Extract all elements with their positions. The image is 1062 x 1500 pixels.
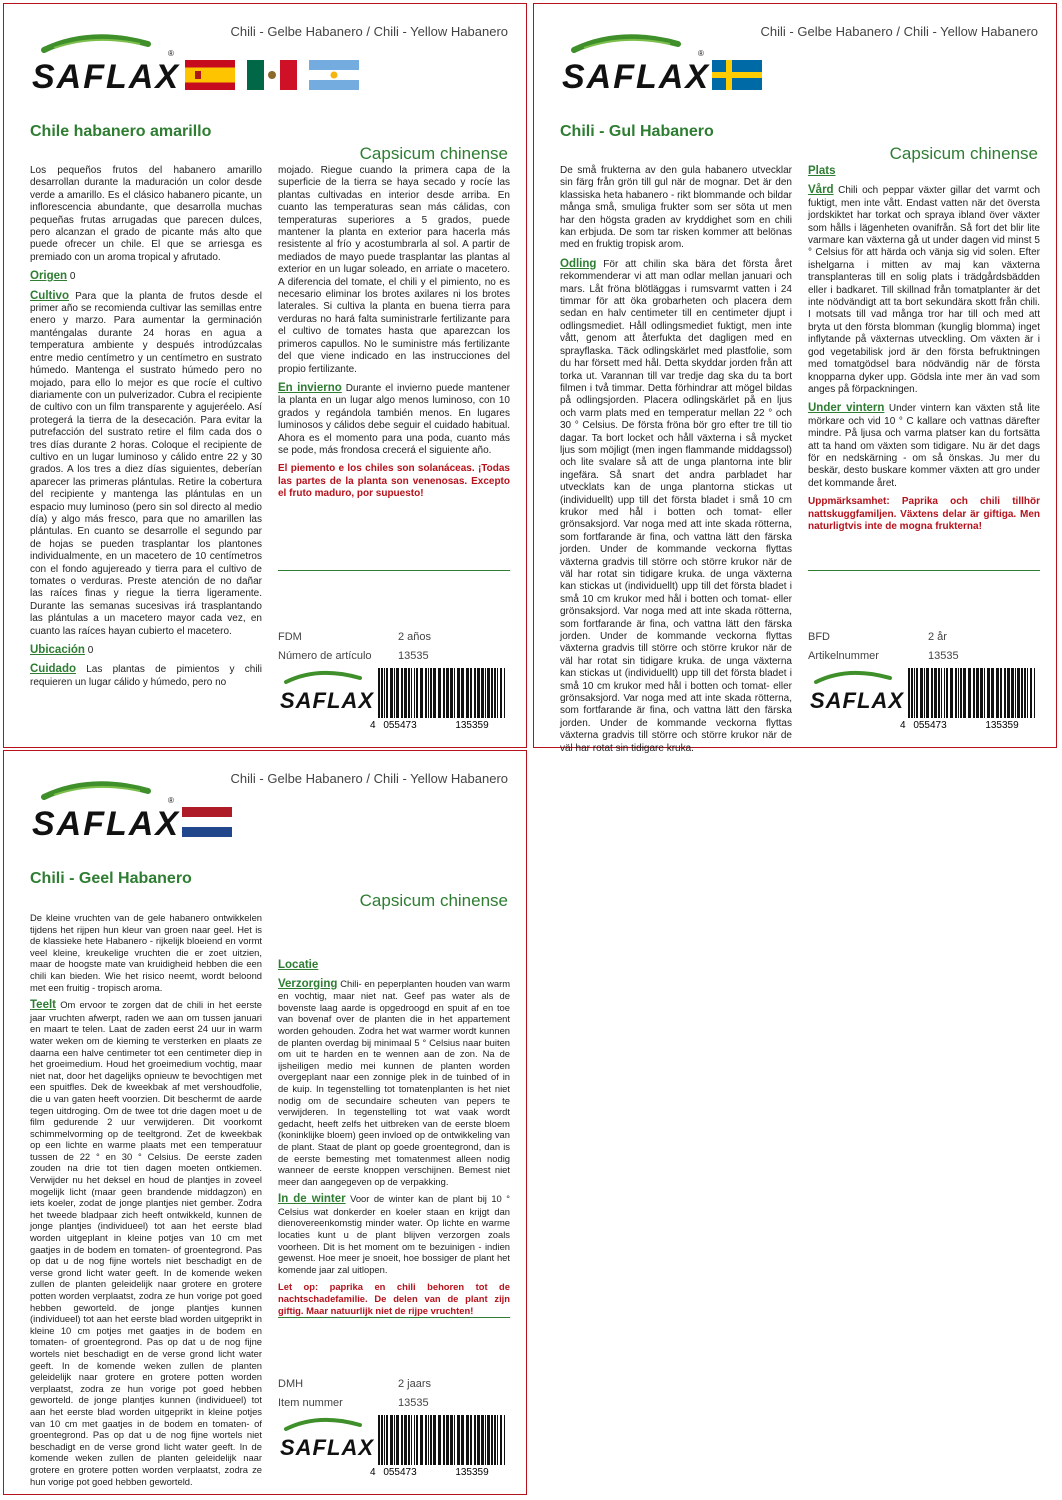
svg-text:SAFLAX: SAFLAX xyxy=(562,58,710,96)
intro-text: Los pequeños frutos del habanero amarillo desarrollan durante la maduración un color desde verde a amarillo. Es el clásico habanero picante, un inflorescencia abundante, que desarrolla muchas pequeñas frutas arrugadas que parecen dulces, pero alcanzan el grado de picante más alto que puede ofrecer un chile. El que se arriesga es premiado con un aroma tropical y afrutado. xyxy=(30,165,262,263)
barcode-bar xyxy=(438,668,441,718)
svg-text:SAFLAX: SAFLAX xyxy=(280,688,374,713)
section-label: Teelt xyxy=(30,999,56,1012)
meta-label: FDM xyxy=(278,631,302,643)
warning-text: Let op: paprika en chili behoren tot de nachtschadefamilie. De delen van de plant zijn giftig. Maar natuurlijk niet de rijpe vruchten! xyxy=(278,1281,510,1316)
species-name: Capsicum chinense xyxy=(889,144,1038,163)
barcode-bar xyxy=(1017,668,1020,718)
barcode-bar xyxy=(996,668,999,718)
barcode-bar xyxy=(494,1415,496,1465)
barcode-bar xyxy=(991,668,994,718)
species-name: Capsicum chinense xyxy=(359,891,508,910)
section-teelt xyxy=(30,999,262,1487)
section-value: 0 xyxy=(69,271,76,283)
section-label: Locatie xyxy=(278,959,319,971)
section-verzorging xyxy=(278,978,510,1188)
barcode-bar xyxy=(1034,668,1035,718)
barcode-bar xyxy=(433,668,436,718)
barcode xyxy=(370,1413,510,1477)
section-label: Ubicación xyxy=(30,644,85,657)
meta-value: 2 jaars xyxy=(398,1378,432,1390)
section-text: Chili och peppar växter gillar det varmt och fuktigt, men inte vått. Endast vatten när det översta jordskiktet har torkat och spraya ibland över växter som hålls i lägenheten ovanifrån. Så fort det blir lite varmare kan växterna gå ut under dagen vid minst 5 ° Celsius för att härda och vänja sig vid solen. Efter ishelgarna i mitten av maj kan växterna transplanteras till en solig plats i trädgårdsbädden eller i badkaret. Till skillnad från tomatplanter är det inte nödvändigt att ta bort sekundära skott från chili. I motsats till vad många tror har till och med att bryta ut den första blomman (kunglig blomma) inget inflytande på växternas utveckling. Om växten är i god vegetabilisk jord är den första befruktningen med tomatgödsel bara nödvändig när de första knopparna dyker upp. Gödsla inte mer än vad som anges på förpackningen. xyxy=(808,185,1041,395)
meta-label: Número de artículo xyxy=(278,650,372,662)
barcode-bar xyxy=(420,668,423,718)
section-label: Plats xyxy=(808,165,836,177)
right-column xyxy=(278,165,510,507)
barcode-bar xyxy=(980,668,983,718)
barcode-bar xyxy=(446,668,449,718)
netherlands-flag-icon xyxy=(182,807,232,837)
barcode-bar xyxy=(497,668,498,718)
section-vinter xyxy=(808,402,1040,490)
header-text: Chili - Gelbe Habanero / Chili - Yellow Habanero xyxy=(230,771,508,786)
warning-text: Uppmärksamhet: Paprika och chili tillhör nattskuggfamiljen. Växtens delar är giftiga. Men naturligtvis inte de mogna frukterna! xyxy=(808,496,1040,532)
left-column xyxy=(30,165,262,695)
barcode-bar xyxy=(378,1415,380,1465)
divider xyxy=(278,570,510,571)
barcode-bar xyxy=(984,668,985,718)
right-column xyxy=(808,165,1040,539)
barcode-bar xyxy=(443,668,445,718)
barcode-bar xyxy=(1027,668,1028,718)
barcode-bar xyxy=(381,1415,383,1465)
barcode-bar xyxy=(944,668,945,718)
section-text: För att chilin ska bära det första året rekommenderar vi att man odlar mellan januari och mars. Låt fröna blötläggas i rumsvarmt vatten i 24 timmar för att öka grobarheten och placera dem sedan en halv centimeter till en centimeter djupt i odlingsmediet. Håll odlingsmediet fuktigt, men inte vått, genom att återfukta det dagligen med en sprayflaska. Täck odlingskärlet med plastfolie, som du har försett med hål. Detta skyddar jorden från att torka ut. Varannan till var tredje dag ska du ta bort filmen i två timmar. Detta förhindrar att mögel bildas på odlingsjorden. Placera odlingskärlet på en ljus och varm plats med en temperatur mellan 22 ° och 30 ° Celsius. De första fröna bör gro efter tre till tio dagar. Ta bort locket och håll växterna i så mycket ljus som möjligt (men ingen flammande middagssol) och lite svalare så att de unga plantorna inte blir ingefära. Så snart det andra parbladet har utvecklats kan de unga plantorna stickas ut (individuellt) upp till det första bladet i små 10 cm krukor med hål i botten och tomat- eller grönsaksjord. Var noga med att inte skada rötterna, som fortfarande är fina, och vattna lätt den färska jorden. Under de kommande veckorna flyttas växterna gradvis till större och större krukor när de väl har rotat sin tidigare kruka. de unga växterna kan stickas ut (individuellt) upp till det första bladet i små 10 cm krukor med hål i botten och tomat- eller grönsaksjord. Var noga med att inte skada rötterna, som fortfarande är fina, och vattna lätt den färska jorden. Under de kommande veckorna flyttas växterna gradvis till större och större krukor när de väl har rotat sin tidigare kruka. de unga växterna kan stickas ut (individuellt) upp till det första bladet i små 10 cm krukor med hål i botten och tomat- eller grönsaksjord. Var noga med att inte skada rötterna, som fortfarande är fina, och vattna lätt den färska jorden. Under de kommande veckorna flyttas växterna gradvis till större och större krukor när de väl har rotat sin tidigare kruka. xyxy=(560,258,792,754)
panel-es xyxy=(3,3,527,748)
continued-text: mojado. Riegue cuando la primera capa de la superficie de la tierra se haya secado y rocíe las plantas cultivadas en interior desde arriba. En cuanto las temperaturas sean más cálidas, con temperaturas superiores a 5 grados, puede mantener la planta en exterior para hacerla más resistente al frío y acostumbrarla al sol. A partir de mediados de mayo puede trasplantar las plantas al exterior en un lugar soleado, en arriate o macetero. A diferencia del tomate, el chili y el pimiento, no es necesario eliminar los brotes axilares ni los brotes laterales. Si cultiva la planta en buena tierra para verduras no hará falta suministrarle fertilizante para el cultivo de tomates hasta que aparezcan los primeros capullos. No le suministre más fertilizante del que viene indicado en las instrucciones del propio fertilizante. xyxy=(278,165,510,375)
barcode-bar xyxy=(1000,668,1002,718)
barcode-bar xyxy=(500,668,502,718)
barcode-bar xyxy=(454,668,455,718)
saflax-small-logo xyxy=(278,664,378,714)
barcode-digits: 055473 xyxy=(383,1467,417,1478)
barcode-bar xyxy=(457,1415,460,1465)
barcode-bar xyxy=(411,668,412,718)
section-text: Chili- en peperplanten houden van warm en vochtig, maar niet nat. Geef pas water als de bovenste laag aarde is opgedroogd en spuit af en toe van bovenaf over de planten die in het appartement worden gehouden. Zodra het wat warmer wordt kunnen de planten overdag bij minimaal 5 ° Celsius naar buiten om uit te harden en te wennen aan de zon. Na de ijsheiligen medio mei kunnen de planten worden overgeplant naar een zonnige plek in de tuinbed of in de kuip. In tegenstelling tot tomatenplanten is het niet nodig om de secundaire scheuten van pepers te verwijderen. In tegenstelling tot wat vaak wordt gedacht, heeft zelfs het uitbreken van de eerste bloem (koninklijke bloem) geen invloed op de ontwikkeling van de plant. Staat de plant op goede groentegrond, dan is de eerste bemesting met tomatenmest alleen nodig wanneer de eerste knoppen verschijnen. Bemest niet meer dan aangegeven op de verpakking. xyxy=(278,977,511,1187)
barcode xyxy=(900,666,1040,730)
barcode-bar xyxy=(497,1415,498,1465)
barcode-bar xyxy=(408,668,410,718)
barcode-bar xyxy=(428,1415,429,1465)
svg-text:®: ® xyxy=(698,49,704,58)
barcode-digits: 4 xyxy=(370,1467,376,1478)
sweden-flag-icon xyxy=(712,60,762,90)
barcode-bar xyxy=(450,668,453,718)
barcode-bar xyxy=(481,668,484,718)
section-text: Om ervoor te zorgen dat de chili in het eerste jaar vruchten afwerpt, raden we aan om tussen januari en maart te telen. Laat de zaden eerst 24 uur in warm water weken om de kieming te versterken en plaats ze daarna een halve centimeter tot een centimeter diep in het groeimedium. Houd het groeimedium vochtig, maar niet nat, door het dagelijks opnieuw te bevochtigen met een spuitfles. Dek de kweekbak af met vershoudfolie, die u van gaten heeft voorzien. Dit beschermt de aarde tegen uitdroging. Om de twee tot drie dagen moet u de film gedurende 2 uur verwijderen. Dit voorkomt schimmelvorming op de teeltgrond. Zet de kweekbak op een lichte en warme plaats met een temperatuur tussen de 22 ° en 30 ° Celsius. De eerste zaden zouden na drie tot tien dagen moeten ontkiemen. Verwijder nu het deksel en houd de plantjes in zoveel mogelijk licht (maar geen brandende middagzon) en iets koeler, zodat de jonge plantjes niet gember. Zodra het tweede bladpaar zich heeft ontwikkeld, kunnen de jonge plantjes (individueel) tot aan het eerste blad worden uitgeplant in kleine potjes van 10 cm met gaatjes in de bodem en tomaten- of groentegrond. Pas op dat u de nog fijne wortels niet beschadigt en de verse grond licht water geeft. In de komende weken zullen de planten geleidelijk naar grotere en grotere potten worden verplaatst, zodra ze hun vorige pot goed hebben geworteld. de jonge plantjes kunnen (individueel) tot aan het eerste blad worden uitgeprikt in kleine 10 cm potjes met gaatjes in de bodem en tomaten- of groentegrond. Pas op dat u de nog fijne wortels niet beschadigt en de verse grond licht water geeft. In de komende weken zullen de planten geleidelijk naar grotere en grotere potten worden verplaatst, zodra ze hun vorige pot goed hebben geworteld. de jonge plantjes kunnen (individueel) tot aan het eerste blad worden uitgeprikt in kleine potjes van 10 cm met gaatjes in de bodem en tomaten- of groentegrond. Pas op dat u de nog fijne wortels niet beschadigt en de verse grond licht water geeft. In de komende weken zullen de planten geleidelijk naar grotere en grotere potten worden verplaatst, zodra ze hun vorige pot goed hebben geworteld. xyxy=(30,999,262,1487)
barcode-bar xyxy=(485,668,486,718)
barcode-bar xyxy=(470,668,472,718)
section-label: Under vintern xyxy=(808,402,885,415)
barcode-bar xyxy=(430,668,432,718)
header-text: Chili - Gelbe Habanero / Chili - Yellow Habanero xyxy=(760,24,1038,39)
section-text: Voor de winter kan de plant bij 10 ° Celsius wat donkerder en koeler staan en krijgt dan dienovereenkomstig minder water. Op lichte en warme locaties kunt u de plant blijven verzorgen zoals voorheen. Dit is het moment om te bezuinigen - indien gewenst. Hoe meer je snoeit, hoe bossiger de plant het komende jaar zal uitlopen. xyxy=(278,1193,510,1275)
barcode-bar xyxy=(968,668,971,718)
section-ubicacion xyxy=(30,644,262,657)
barcode-bar xyxy=(487,1415,490,1465)
intro-text: De kleine vruchten van de gele habanero ontwikkelen tijdens het rijpen hun kleur van groen naar geel. Het is de klassieke hete Habanero - rijkelijk bloeiend en vormt veel kleine, kreukelige vruchten die er zoet uitzien, maar de hoogste mate van kruidigheid hebben die een chili kan bieden. Wie het risico neemt, wordt beloond met een fruitig - tropisch aroma. xyxy=(30,912,262,993)
barcode-bar xyxy=(955,668,957,718)
svg-text:SAFLAX: SAFLAX xyxy=(32,58,180,96)
section-winter xyxy=(278,1193,510,1275)
section-origin xyxy=(30,270,262,283)
svg-text:SAFLAX: SAFLAX xyxy=(810,688,904,713)
barcode-bar xyxy=(404,1415,407,1465)
barcode-bar xyxy=(946,668,948,718)
barcode-bar xyxy=(396,668,399,718)
argentina-flag-icon xyxy=(309,60,359,90)
barcode-bar xyxy=(384,668,385,718)
barcode-bar xyxy=(394,1415,395,1465)
saflax-logo xyxy=(560,26,710,94)
section-text: Para que la planta de frutos desde el primer año se recomienda cultivar las semillas entre enero y marzo. Para aumentar la germinación manténgalas durante 24 horas en agua a temperatura ambiente y después introdúzcalas entre medio centímetro y un centímetro en sustrato húmedo. Mantenga el sustrato húmedo pero no mojado, para ello lo mejor es que rocíe el cultivo diariamente con un pulverizador. Cubra el recipiente de cultivo con un film transparente y agujeréelo. Así protegerá la tierra de la desecación. Para evitar la putrefacción del sustrato retire el film cada dos o tres días durante 2 horas. Coloque el recipiente de cultivo en un lugar luminoso y cálido entre 22 y 30 grados. A los tres a diez días siguientes, deberían aparecer las primeras plántulas. Retire la cobertura del recipiente y mantenga las plántulas en un espacio muy luminoso (pero sin sol directo al medio día) y algo más fresco, para que no amarillen las plántulas. En cuanto se desarrolle el segundo par de hojas se pueden trasplantar los plantones individualmente, en un macetero de 10 centímetros con el fondo agujereado y tierra para el cultivo de tomates o verduras. Preste atención de no dañar las raíces finas y riegue la tierra ligeramente. Durante las semanas sucesivas irá trasplantando las plántulas a un macetero mayor cada vez, en cuanto las raíces hayan cubierto el macetero. xyxy=(30,290,263,637)
barcode-bar xyxy=(411,1415,412,1465)
saflax-logo xyxy=(30,773,180,841)
barcode-bar xyxy=(474,1415,476,1465)
meta-value: 2 år xyxy=(928,631,947,643)
barcode-digits: 135359 xyxy=(455,1467,489,1478)
barcode-bar xyxy=(390,668,393,718)
barcode-bar xyxy=(931,668,933,718)
barcode-bar xyxy=(908,668,910,718)
barcode-bar xyxy=(916,668,918,718)
barcode-digits: 135359 xyxy=(985,720,1019,731)
barcode-bar xyxy=(384,1415,385,1465)
barcode-bar xyxy=(457,668,460,718)
barcode-bar xyxy=(433,1415,436,1465)
section-text: Under vintern kan växten stå lite mörkare och vid 10 ° C kallare och vattnas därefter mindre. På ljusa och varma platser kan du fortsätta att ta hand om växten som tidigare. Nu är det dags för en nedskärning - om så önskas. Ju mer du beskär, desto buskare kommer växten att gro under det kommande året. xyxy=(808,403,1040,489)
barcode-bar xyxy=(414,1415,415,1465)
saflax-small-logo xyxy=(278,1411,378,1461)
barcode-bar xyxy=(485,1415,486,1465)
barcode-bar xyxy=(487,668,490,718)
barcode-bar xyxy=(420,1415,423,1465)
barcode-bar xyxy=(470,1415,472,1465)
barcode-bar xyxy=(466,668,469,718)
barcode-bar xyxy=(428,668,429,718)
barcode xyxy=(370,666,510,730)
barcode-bar xyxy=(1007,668,1010,718)
barcode-bar xyxy=(924,668,925,718)
divider xyxy=(278,1317,510,1318)
svg-text:SAFLAX: SAFLAX xyxy=(280,1435,374,1460)
barcode-digits: 055473 xyxy=(383,720,417,731)
section-label: In de winter xyxy=(278,1193,346,1206)
panel-title: Chili - Gul Habanero xyxy=(560,123,714,140)
barcode-bar xyxy=(477,668,480,718)
barcode-bar xyxy=(1004,668,1006,718)
barcode-bar xyxy=(425,668,427,718)
barcode-bar xyxy=(950,668,953,718)
barcode-bar xyxy=(381,668,383,718)
spain-flag-icon xyxy=(185,60,235,90)
divider xyxy=(808,570,1040,571)
right-column xyxy=(278,959,510,1322)
barcode-bar xyxy=(976,668,979,718)
meta-label: Item nummer xyxy=(278,1397,343,1409)
panel-nl xyxy=(3,750,527,1495)
meta-value: 2 años xyxy=(398,631,432,643)
meta-value: 13535 xyxy=(928,650,959,662)
barcode-bar xyxy=(454,1415,455,1465)
barcode-bar xyxy=(401,1415,403,1465)
barcode-bar xyxy=(446,1415,449,1465)
barcode-bar xyxy=(938,668,940,718)
barcode-bar xyxy=(934,668,937,718)
barcode-bar xyxy=(960,668,962,718)
barcode-bar xyxy=(430,1415,432,1465)
barcode-bar xyxy=(911,668,913,718)
meta-value: 13535 xyxy=(398,650,429,662)
barcode-bar xyxy=(1021,668,1023,718)
barcode-bar xyxy=(438,1415,441,1465)
barcode-bar xyxy=(941,668,942,718)
barcode-bar xyxy=(425,1415,427,1465)
barcode-bar xyxy=(1024,668,1026,718)
barcode-bar xyxy=(477,1415,480,1465)
barcode-bar xyxy=(404,668,407,718)
barcode-bar xyxy=(926,668,929,718)
section-cultivo xyxy=(30,290,262,638)
section-label: Origen xyxy=(30,270,68,283)
section-text: Durante el invierno puede mantener la planta en un lugar algo menos luminoso, con 10 grados y regándola también menos. En lugares luminosos y cálidos debe seguir el cuidado habitual. Ahora es el momento para una poda, cuanto más se pode, más frondosa crecerá el siguiente año. xyxy=(278,382,510,456)
barcode-bar xyxy=(396,1415,399,1465)
section-locatie xyxy=(278,959,510,972)
barcode-bar xyxy=(504,668,505,718)
barcode-bar xyxy=(973,668,975,718)
saflax-logo xyxy=(30,26,180,94)
warning-text: El piemento e los chiles son solanáceas. ¡Todas las partes de la planta son venenosas. Excepto el fruto maduro, por supuesto! xyxy=(278,463,510,500)
section-label: Cuidado xyxy=(30,663,76,676)
barcode-bar xyxy=(914,668,915,718)
meta-value: 13535 xyxy=(398,1397,429,1409)
section-label: Odling xyxy=(560,257,597,270)
mexico-flag-icon xyxy=(247,60,297,90)
barcode-bar xyxy=(494,668,496,718)
barcode-bar xyxy=(987,668,990,718)
section-text: Las plantas de pimientos y chili requieren un lugar cálido y húmedo, pero no xyxy=(30,664,262,688)
svg-text:SAFLAX: SAFLAX xyxy=(32,805,180,843)
section-invierno xyxy=(278,382,510,457)
barcode-bar xyxy=(390,1415,393,1465)
svg-text:®: ® xyxy=(168,796,174,805)
barcode-bar xyxy=(504,1415,505,1465)
barcode-bar xyxy=(1011,668,1014,718)
section-odling xyxy=(560,258,792,755)
barcode-bar xyxy=(1015,668,1016,718)
barcode-bar xyxy=(461,1415,464,1465)
barcode-bar xyxy=(474,668,476,718)
svg-text:®: ® xyxy=(168,49,174,58)
barcode-bar xyxy=(401,668,403,718)
section-label: Vård xyxy=(808,184,834,197)
panel-title: Chile habanero amarillo xyxy=(30,123,212,140)
species-name: Capsicum chinense xyxy=(359,144,508,163)
section-vard xyxy=(808,184,1040,396)
intro-text: De små frukterna av den gula habanero utvecklar sin färg från grön till gul när de mognar. Det är den klassiska heta habanero - rikt blommande och bildar många små, smuliga frukter som ser söta ut men har den högsta graden av kryddighet som en chili kan erbjuda. De som tar risken kommer att belönas med en fruktig tropisk arom. xyxy=(560,165,792,251)
barcode-bar xyxy=(386,1415,388,1465)
barcode-bar xyxy=(416,1415,418,1465)
barcode-bar xyxy=(1030,668,1032,718)
barcode-bar xyxy=(414,668,415,718)
barcode-digits: 135359 xyxy=(455,720,489,731)
meta-label: BFD xyxy=(808,631,830,643)
meta-label: DMH xyxy=(278,1378,304,1390)
barcode-bar xyxy=(920,668,923,718)
barcode-digits: 055473 xyxy=(913,720,947,731)
header-text: Chili - Gelbe Habanero / Chili - Yellow Habanero xyxy=(230,24,508,39)
section-plats xyxy=(808,165,1040,178)
section-label: En invierno xyxy=(278,381,342,394)
barcode-bar xyxy=(450,1415,453,1465)
panel-se xyxy=(533,3,1057,754)
barcode-bar xyxy=(491,1415,493,1465)
barcode-digits: 4 xyxy=(900,720,906,731)
barcode-bar xyxy=(491,668,493,718)
saflax-small-logo xyxy=(808,664,908,714)
barcode-bar xyxy=(394,668,395,718)
panel-title: Chili - Geel Habanero xyxy=(30,870,192,887)
barcode-bar xyxy=(378,668,380,718)
section-value: 0 xyxy=(87,645,94,657)
barcode-bar xyxy=(963,668,966,718)
barcode-bar xyxy=(416,668,418,718)
barcode-digits: 4 xyxy=(370,720,376,731)
barcode-bar xyxy=(466,1415,469,1465)
left-column xyxy=(560,165,792,761)
meta-label: Artikelnummer xyxy=(808,650,879,662)
barcode-bar xyxy=(408,1415,410,1465)
barcode-bar xyxy=(481,1415,484,1465)
barcode-bar xyxy=(461,668,464,718)
section-label: Verzorging xyxy=(278,977,338,990)
barcode-bar xyxy=(500,1415,502,1465)
section-label: Cultivo xyxy=(30,289,69,302)
barcode-bar xyxy=(958,668,959,718)
section-cuidado xyxy=(30,663,262,689)
left-column xyxy=(30,912,262,1493)
barcode-bar xyxy=(386,668,388,718)
barcode-bar xyxy=(443,1415,445,1465)
